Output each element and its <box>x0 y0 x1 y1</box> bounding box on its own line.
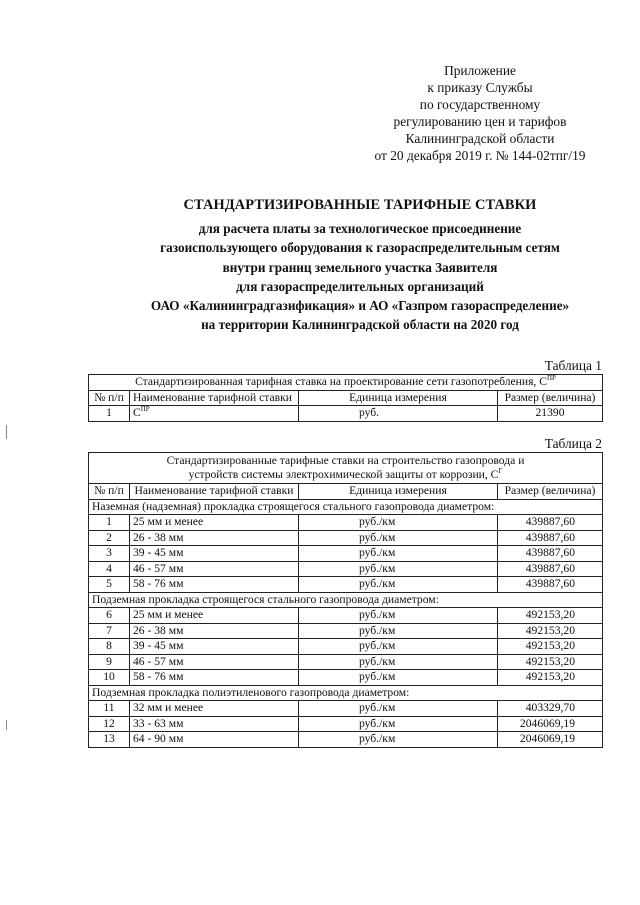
appendix-line: Калининградской области <box>405 131 555 146</box>
row-num: 6 <box>89 608 130 624</box>
row-value: 492153,20 <box>498 623 603 639</box>
table2-label: Таблица 2 <box>544 436 602 451</box>
row-name: 25 мм и менее <box>130 515 299 531</box>
row-unit: руб./км <box>299 608 498 624</box>
row-num: 1 <box>89 515 130 531</box>
table-row <box>89 623 603 639</box>
title-line: газоиспользующего оборудования к газораспределительным сетям <box>160 240 560 256</box>
scan-margin-mark <box>6 720 7 730</box>
row-unit: руб./км <box>299 670 498 686</box>
row-unit: руб./км <box>299 546 498 562</box>
row-value: 439887,60 <box>498 530 603 546</box>
table2-header-row <box>89 484 603 500</box>
header-value: Размер (величина) <box>498 484 603 500</box>
row-name: 26 - 38 мм <box>130 623 299 639</box>
row-name: 46 - 57 мм <box>130 654 299 670</box>
row-unit: руб./км <box>299 716 498 732</box>
table-row <box>89 577 603 593</box>
scan-margin-mark <box>6 425 7 439</box>
section-row <box>89 592 603 608</box>
row-value: 21390 <box>498 406 603 422</box>
row-value: 2046069,19 <box>498 732 603 748</box>
row-name: 58 - 76 мм <box>130 577 299 593</box>
row-name: 32 мм и менее <box>130 701 299 717</box>
document-title: СТАНДАРТИЗИРОВАННЫЕ ТАРИФНЫЕ СТАВКИ <box>183 197 537 213</box>
row-num: 4 <box>89 561 130 577</box>
table1 <box>88 374 603 422</box>
row-unit: руб./км <box>299 577 498 593</box>
section-title: Подземная прокладка полиэтиленового газопровода диаметром: <box>89 685 603 701</box>
appendix-line: к приказу Службы <box>427 80 533 95</box>
table2 <box>88 452 603 748</box>
row-name: 58 - 76 мм <box>130 670 299 686</box>
appendix-line: по государственному <box>419 97 541 112</box>
row-unit: руб. <box>299 406 498 422</box>
header-unit: Единица измерения <box>299 390 498 406</box>
row-name: 26 - 38 мм <box>130 530 299 546</box>
row-value: 439887,60 <box>498 515 603 531</box>
row-name: 33 - 63 мм <box>130 716 299 732</box>
row-num: 1 <box>89 406 130 422</box>
row-unit: руб./км <box>299 561 498 577</box>
row-unit: руб./км <box>299 515 498 531</box>
row-num: 9 <box>89 654 130 670</box>
header-name: Наименование тарифной ставки <box>130 390 299 406</box>
row-num: 2 <box>89 530 130 546</box>
row-num: 13 <box>89 732 130 748</box>
table1-caption: Стандартизированная тарифная ставка на проектирование сети газопотребления, $С^{ПР}$ <box>89 375 603 391</box>
row-num: 8 <box>89 639 130 655</box>
row-unit: руб./км <box>299 639 498 655</box>
table-row <box>89 406 603 422</box>
table-row <box>89 701 603 717</box>
row-value: 2046069,19 <box>498 716 603 732</box>
appendix-line: от 20 декабря 2019 г. № 144-02тпг/19 <box>374 148 586 163</box>
title-line: ОАО «Калининградгазификация» и АО «Газпром газораспределение» <box>150 298 570 314</box>
row-num: 5 <box>89 577 130 593</box>
table1-header-row <box>89 390 603 406</box>
document-title-block <box>80 196 640 334</box>
row-num: 11 <box>89 701 130 717</box>
row-name: 64 - 90 мм <box>130 732 299 748</box>
table1-label: Таблица 1 <box>544 358 602 373</box>
title-line: внутри границ земельного участка Заявителя <box>222 259 498 275</box>
table-row <box>89 515 603 531</box>
table-row <box>89 561 603 577</box>
appendix-line: регулированию цен и тарифов <box>393 114 567 129</box>
row-value: 492153,20 <box>498 670 603 686</box>
row-name: 39 - 45 мм <box>130 546 299 562</box>
header-name: Наименование тарифной ставки <box>130 484 299 500</box>
row-name: 39 - 45 мм <box>130 639 299 655</box>
row-num: 12 <box>89 716 130 732</box>
row-value: 492153,20 <box>498 639 603 655</box>
row-unit: руб./км <box>299 701 498 717</box>
table-row <box>89 654 603 670</box>
row-unit: руб./км <box>299 623 498 639</box>
row-value: 439887,60 <box>498 546 603 562</box>
row-unit: руб./км <box>299 530 498 546</box>
header-num: № п/п <box>89 484 130 500</box>
table-row <box>89 530 603 546</box>
appendix-line: Приложение <box>444 63 516 78</box>
row-name: 25 мм и менее <box>130 608 299 624</box>
table-row <box>89 716 603 732</box>
row-num: 3 <box>89 546 130 562</box>
table2-caption: Стандартизированные тарифные ставки на строительство газопровода и устройств системы электрохимической защиты от коррозии, $С^Г$ <box>89 453 603 484</box>
row-num: 7 <box>89 623 130 639</box>
table-row <box>89 546 603 562</box>
table1-caption-row <box>89 375 603 391</box>
row-num: 10 <box>89 670 130 686</box>
section-title: Наземная (надземная) прокладка строящегося стального газопровода диаметром: <box>89 499 603 515</box>
header-num: № п/п <box>89 390 130 406</box>
header-value: Размер (величина) <box>498 390 603 406</box>
table-row <box>89 639 603 655</box>
table2-caption-row <box>89 453 603 484</box>
section-title: Подземная прокладка строящегося стального газопровода диаметром: <box>89 592 603 608</box>
row-value: 439887,60 <box>498 561 603 577</box>
appendix-block <box>360 62 600 164</box>
table-row <box>89 608 603 624</box>
title-line: для газораспределительных организаций <box>236 278 484 294</box>
row-name: $С^{ПР}$ <box>130 406 299 422</box>
row-unit: руб./км <box>299 654 498 670</box>
row-unit: руб./км <box>299 732 498 748</box>
section-row <box>89 499 603 515</box>
table-row <box>89 732 603 748</box>
row-name: 46 - 57 мм <box>130 561 299 577</box>
row-value: 439887,60 <box>498 577 603 593</box>
section-row <box>89 685 603 701</box>
table-row <box>89 670 603 686</box>
row-value: 492153,20 <box>498 608 603 624</box>
row-value: 403329,70 <box>498 701 603 717</box>
title-line: на территории Калининградской области на 2020 год <box>201 317 519 333</box>
row-value: 492153,20 <box>498 654 603 670</box>
header-unit: Единица измерения <box>299 484 498 500</box>
title-line: для расчета платы за технологическое присоединение <box>198 221 522 237</box>
